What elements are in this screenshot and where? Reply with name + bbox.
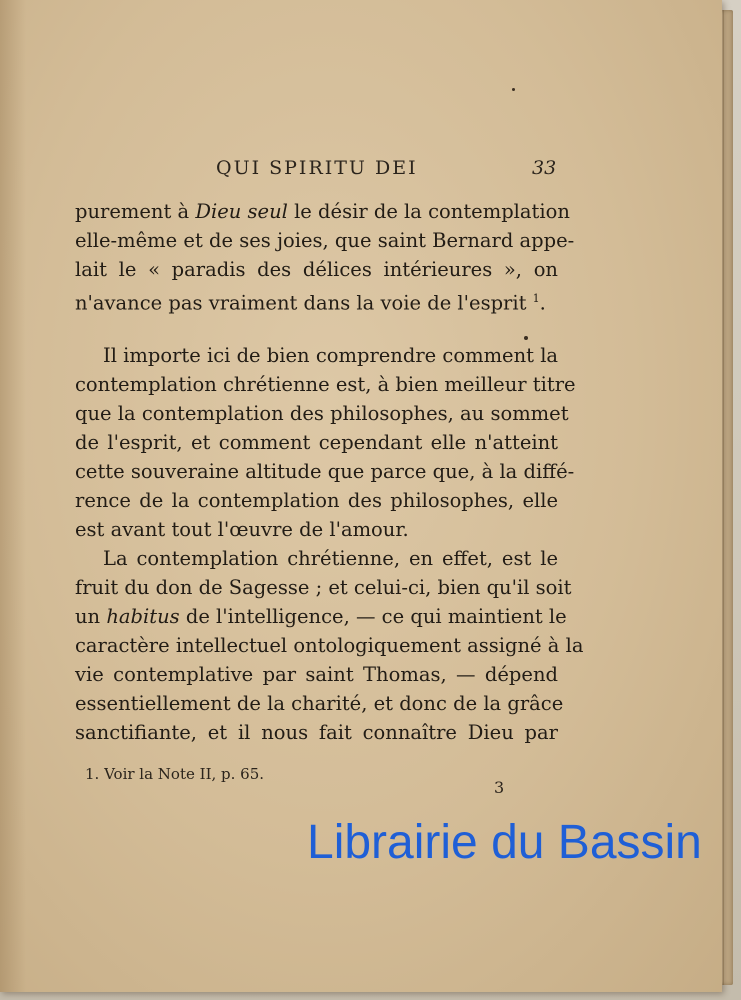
text-line: cette souveraine altitude que parce que, à la diffé- bbox=[75, 460, 575, 483]
text-line: vie contemplative par saint Thomas, — dépend bbox=[75, 663, 558, 686]
text-line: Il importe ici de bien comprendre comment la bbox=[103, 344, 559, 367]
watermark-text: Librairie du Bassin bbox=[307, 816, 702, 869]
printer-signature-mark: 3 bbox=[494, 778, 505, 797]
text-line: rence de la contemplation des philosophes, elle bbox=[75, 489, 558, 512]
text-line: essentiellement de la charité, et donc de la grâce bbox=[75, 692, 564, 715]
text-line: n'avance pas vraiment dans la voie de l'esprit $^1$. bbox=[75, 291, 546, 315]
text-line: contemplation chrétienne est, à bien meilleur titre bbox=[75, 373, 576, 396]
footnote: 1. Voir la Note II, p. 65. bbox=[85, 765, 265, 783]
footnote-reference: 1 bbox=[532, 292, 540, 305]
page-number: 33 bbox=[532, 157, 557, 179]
text-line: que la contemplation des philosophes, au sommet bbox=[75, 402, 569, 425]
paper-speck bbox=[524, 336, 528, 340]
text-line: est avant tout l'œuvre de l'amour. bbox=[75, 518, 409, 541]
text-line: sanctifiante, et il nous fait connaître Dieu par bbox=[75, 721, 558, 744]
text-line: purement à Dieu seul le désir de la contemplation bbox=[75, 200, 570, 223]
text-line: fruit du don de Sagesse ; et celui-ci, bien qu'il soit bbox=[75, 576, 572, 599]
text-line: caractère intellectuel ontologiquement assigné à la bbox=[75, 634, 584, 657]
text-line: lait le « paradis des délices intérieures », on bbox=[75, 258, 558, 281]
text-line: La contemplation chrétienne, en effet, est le bbox=[103, 547, 558, 570]
text-line: de l'esprit, et comment cependant elle n'atteint bbox=[75, 431, 558, 454]
text-line: un habitus de l'intelligence, — ce qui maintient le bbox=[75, 605, 567, 628]
running-head-title: QUI SPIRITU DEI bbox=[216, 157, 418, 179]
text-line: elle-même et de ses joies, que saint Bernard appe- bbox=[75, 229, 575, 252]
paper-speck bbox=[512, 88, 515, 91]
